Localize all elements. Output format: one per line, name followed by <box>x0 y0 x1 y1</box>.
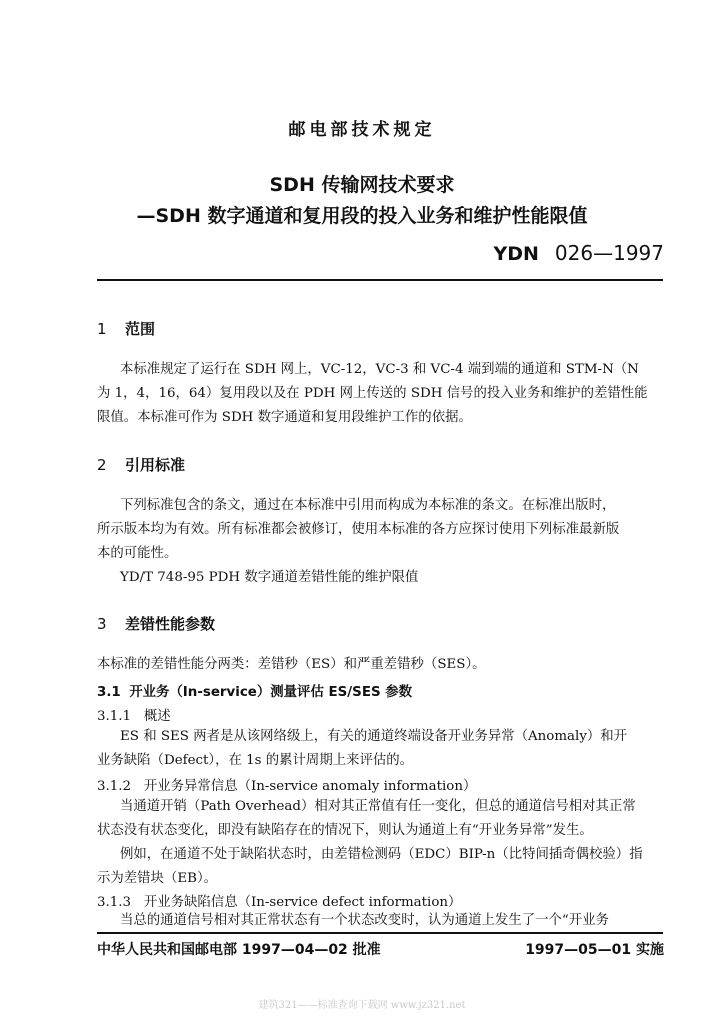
paragraph-line: 下列标准包含的条文，通过在本标准中引用而构成为本标准的条文。在标准出版时， <box>120 498 616 513</box>
referenced-standard: YD/T 748-95 PDH 数字通道差错性能的维护限值 <box>120 570 419 585</box>
subsection-3-1-3-heading <box>97 891 461 910</box>
paragraph-line: 例如，在通道不处于缺陷状态时，由差错检测码（EDC）BIP-n（比特间插奇偶校验）指 <box>120 847 643 862</box>
subsection-title: 概述 <box>143 709 171 724</box>
standard-number: 026—1997 <box>554 241 664 265</box>
paragraph-line: 为 1，4，16，64）复用段以及在 PDH 网上传送的 SDH 信号的投入业务和维护的差错性能 <box>97 386 648 401</box>
subsection-3-1-1-heading <box>97 705 171 724</box>
paragraph-line: 当通道开销（Path Overhead）相对其正常值有任一变化，但总的通道信号相对其正常 <box>120 799 636 814</box>
section-3-heading <box>97 613 215 634</box>
effective-date: 1997—05—01 实施 <box>525 942 664 958</box>
paragraph-line: 本标准规定了运行在 SDH 网上，VC-12，VC-3 和 VC-4 端到端的通道和 STM-N（N <box>120 362 639 377</box>
paragraph-line: 限值。本标准可作为 SDH 数字通道和复用段维护工作的依据。 <box>97 410 472 425</box>
subsection-number: 3.1 <box>97 685 121 700</box>
paragraph-line: 状态没有状态变化，即没有缺陷存在的情况下，则认为通道上有“开业务异常”发生。 <box>97 823 593 838</box>
section-2-heading <box>97 454 185 475</box>
subsection-number: 3.1.1 <box>97 709 132 724</box>
subsection-3-1-2-heading <box>97 775 476 794</box>
paragraph-line: 本的可能性。 <box>97 546 178 561</box>
footer-rule <box>97 932 663 934</box>
section-1-heading <box>97 318 155 339</box>
paragraph-line: 本标准的差错性能分两类：差错秒（ES）和严重差错秒（SES）。 <box>97 657 486 672</box>
section-title: 差错性能参数 <box>125 615 216 633</box>
section-title: 引用标准 <box>125 456 186 474</box>
issuing-authority: 邮电部技术规定 <box>288 120 436 140</box>
document-subtitle: —SDH 数字通道和复用段的投入业务和维护性能限值 <box>136 205 588 227</box>
standard-org: YDN <box>493 243 539 265</box>
watermark: 建筑321——标准查询下载网 www.jz321.net <box>258 1000 466 1011</box>
document-title: SDH 传输网技术要求 <box>269 174 455 196</box>
standard-code <box>493 241 664 265</box>
paragraph-line: 示为差错块（EB）。 <box>97 871 218 886</box>
paragraph-line: 所示版本均为有效。所有标准都会被修订，使用本标准的各方应探讨使用下列标准最新版 <box>97 522 620 537</box>
section-number: 3 <box>97 615 107 633</box>
section-number: 1 <box>97 320 107 338</box>
subsection-title: 开业务（In-service）测量评估 ES/SES 参数 <box>129 685 413 700</box>
subsection-number: 3.1.2 <box>97 779 132 794</box>
paragraph-line: 当总的通道信号相对其正常状态有一个状态改变时，认为通道上发生了一个“开业务 <box>120 913 609 928</box>
paragraph-line: ES 和 SES 两者是从该网络级上，有关的通道终端设备开业务异常（Anomaly）和开 <box>120 729 628 744</box>
subsection-title: 开业务异常信息（In-service anomaly information） <box>143 779 477 794</box>
header-rule <box>97 279 663 281</box>
subsection-title: 开业务缺陷信息（In-service defect information） <box>143 895 462 910</box>
approval-date: 中华人民共和国邮电部 1997—04—02 批准 <box>97 942 381 958</box>
subsection-number: 3.1.3 <box>97 895 132 910</box>
section-number: 2 <box>97 456 107 474</box>
subsection-3-1-heading <box>97 681 412 700</box>
paragraph-line: 业务缺陷（Defect），在 1s 的累计周期上来评估的。 <box>97 753 414 768</box>
section-title: 范围 <box>125 320 156 338</box>
